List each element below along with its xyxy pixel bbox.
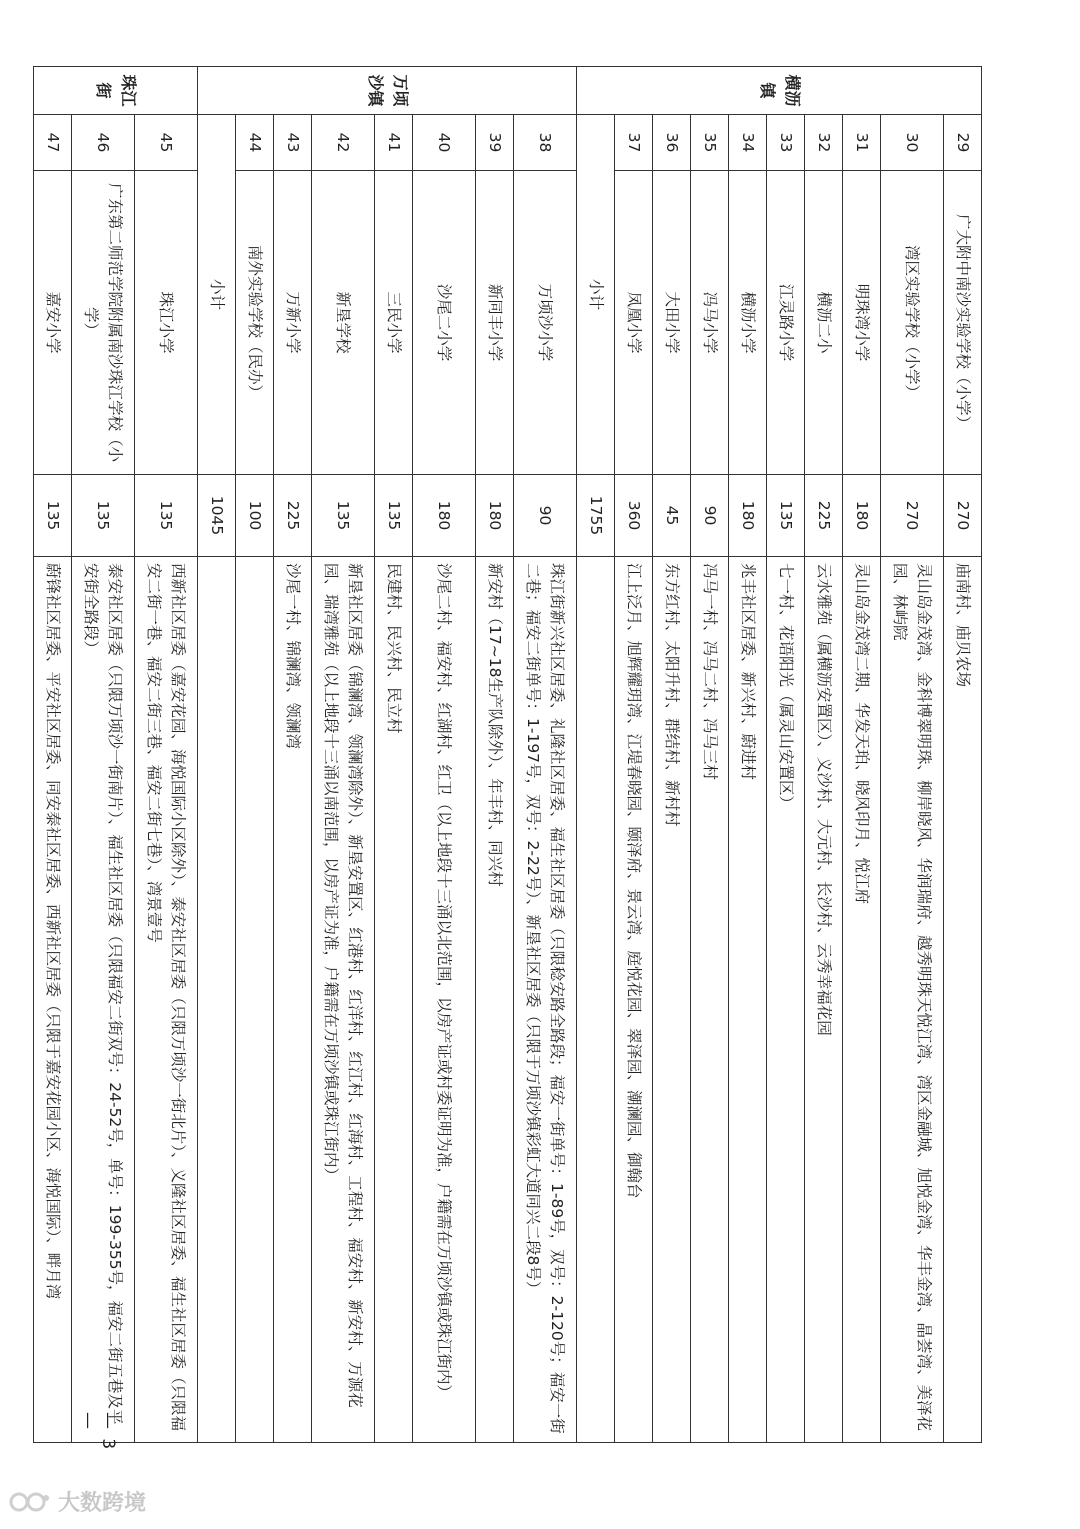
table-row: [615, 67, 653, 1443]
row-number: 29: [944, 115, 982, 171]
table-row: [476, 67, 514, 1443]
catchment-area: 沙尾一村、锦澜湾、领澜湾: [274, 557, 312, 1443]
school-name: 冯马小学: [691, 171, 729, 475]
row-number: 41: [375, 115, 413, 171]
school-name: 大田小学: [653, 171, 691, 475]
quota: 135: [312, 475, 375, 557]
quota: 270: [944, 475, 982, 557]
table-row: [72, 67, 135, 1443]
quota: 90: [514, 475, 577, 557]
row-number: 42: [312, 115, 375, 171]
subtotal-label: 小计: [577, 115, 615, 475]
quota: 180: [729, 475, 767, 557]
catchment-area: 兆丰社区居委、新兴村、蔚进村: [729, 557, 767, 1443]
quota: 270: [881, 475, 944, 557]
table-row: [413, 67, 476, 1443]
page-number: — 3 —: [78, 1412, 118, 1452]
table-row: [881, 67, 944, 1443]
school-name: 珠江小学: [135, 171, 198, 475]
subtotal-area: [577, 557, 615, 1443]
school-name: 万顷沙小学: [514, 171, 577, 475]
subtotal-row: [577, 67, 615, 1443]
table-row: [691, 67, 729, 1443]
school-name: 凤凰小学: [615, 171, 653, 475]
school-name: 广大附中南沙实验学校（小学）: [944, 171, 982, 475]
school-name: 新垦学校: [312, 171, 375, 475]
subtotal-value: 1755: [577, 475, 615, 557]
catchment-area: 东方红村、太阳升村、群结村、新村村: [653, 557, 691, 1443]
school-name: 新同丰小学: [476, 171, 514, 475]
catchment-area: 西新社区居委（嘉安花园、海悦国际小区除外）、泰安社区居委（只限万顷沙一街北片）、义隆社区居委、福生社区居委（只限福安二街一巷、福安二街三巷、福安二街七巷）、湾景壹号: [135, 557, 198, 1443]
row-number: 36: [653, 115, 691, 171]
quota: 360: [615, 475, 653, 557]
subtotal-row: [198, 67, 236, 1443]
district-cell: 横沥镇: [577, 67, 982, 115]
catchment-area: 蔚锋社区居委、平安社区居委、同安泰社区居委、西新社区居委（只限于嘉安花园小区、海悦国际）、畔月湾: [34, 557, 72, 1443]
row-number: 34: [729, 115, 767, 171]
row-number: 37: [615, 115, 653, 171]
school-name: 广东第二师范学院附属南沙珠江学校（小学）: [72, 171, 135, 475]
watermark-logo-icon: [8, 1489, 52, 1515]
row-number: 43: [274, 115, 312, 171]
school-name: 嘉安小学: [34, 171, 72, 475]
table-row: [514, 67, 577, 1443]
table-row: [843, 67, 881, 1443]
catchment-area: 灵山岛金茂湾、金科博翠明珠、柳岸晓风、华润瑞府、越秀明珠天悦江湾、湾区金融城、旭悦金湾、华丰金湾、晶荟湾、美泽花园、林屿院: [881, 557, 944, 1443]
quota: 225: [805, 475, 843, 557]
subtotal-area: [198, 557, 236, 1443]
subtotal-label: 小计: [198, 115, 236, 475]
catchment-area: 七一村、花语阳光（属灵山安置区）: [767, 557, 805, 1443]
school-name: 沙尾二小学: [413, 171, 476, 475]
enrollment-table: [33, 66, 982, 1443]
row-number: 30: [881, 115, 944, 171]
quota: 180: [413, 475, 476, 557]
row-number: 45: [135, 115, 198, 171]
catchment-area: 民建村、民兴村、民立村: [375, 557, 413, 1443]
table-row: [729, 67, 767, 1443]
school-name: 横沥二小: [805, 171, 843, 475]
row-number: 33: [767, 115, 805, 171]
row-number: 38: [514, 115, 577, 171]
catchment-area: [236, 557, 274, 1443]
quota: 135: [767, 475, 805, 557]
quota: 180: [476, 475, 514, 557]
catchment-area: 新垦社区居委（锦澜湾、领澜湾除外）、新垦安置区、红港村、红洋村、红江村、红海村、工程村、福安村、新安村、万源花园、瑞湾雅苑（以上地段十三涌以南范围，以房产证为准，户籍需在万顷沙镇或珠江街内）: [312, 557, 375, 1443]
table-row: [653, 67, 691, 1443]
row-number: 47: [34, 115, 72, 171]
quota: 45: [653, 475, 691, 557]
row-number: 39: [476, 115, 514, 171]
school-name: 南外实验学校（民办）: [236, 171, 274, 475]
table-row: [236, 67, 274, 1443]
table-row: [767, 67, 805, 1443]
quota: 180: [843, 475, 881, 557]
quota: 135: [34, 475, 72, 557]
row-number: 32: [805, 115, 843, 171]
district-cell: 万顷沙镇: [198, 67, 577, 115]
catchment-area: 冯马一村、冯马二村、冯马三村: [691, 557, 729, 1443]
subtotal-value: 1045: [198, 475, 236, 557]
table-row: [312, 67, 375, 1443]
quota: 90: [691, 475, 729, 557]
table-row: [274, 67, 312, 1443]
row-number: 46: [72, 115, 135, 171]
catchment-area: 云水雅苑（属横沥安置区）、义沙村、大元村、长沙村、云秀幸福花园: [805, 557, 843, 1443]
school-name: 三民小学: [375, 171, 413, 475]
school-name: 明珠湾小学: [843, 171, 881, 475]
table-row: [34, 67, 72, 1443]
quota: 135: [375, 475, 413, 557]
catchment-area: 江上泛月、旭辉耀玥湾、江堤春晓园、颐泽府、景云湾、庭悦花园、翠泽园、潮澜园、御翰台: [615, 557, 653, 1443]
quota: 225: [274, 475, 312, 557]
row-number: 35: [691, 115, 729, 171]
row-number: 40: [413, 115, 476, 171]
catchment-area: 沙尾二村、福安村、红湖村、红卫（以上地段十三涌以北范围，以房产证或村委证明为准，户籍需在万顷沙镇或珠江街内）: [413, 557, 476, 1443]
watermark: [8, 1486, 146, 1517]
quota: 135: [135, 475, 198, 557]
quota: 135: [72, 475, 135, 557]
school-name: 江灵路小学: [767, 171, 805, 475]
district-cell: 珠江街: [34, 67, 198, 115]
school-name: 横沥小学: [729, 171, 767, 475]
catchment-area: 新安村（17~18生产队除外）、年丰村、同兴村: [476, 557, 514, 1443]
catchment-area: 灵山岛金茂湾二期、华发天珀、晓风印月、悦江府: [843, 557, 881, 1443]
row-number: 31: [843, 115, 881, 171]
row-number: 44: [236, 115, 274, 171]
catchment-area: 庙南村、庙贝农场: [944, 557, 982, 1443]
catchment-area: 泰安社区居委（只限万顷沙一街南片）、福生社区居委（只限福安二街双号：24-52号，单号：199-355号，福安二街五巷及平安街全路段）: [72, 557, 135, 1443]
table-row: [944, 67, 982, 1443]
watermark-text: 大数跨境: [58, 1491, 147, 1516]
school-name: 湾区实验学校（小学）: [881, 171, 944, 475]
table-row: [375, 67, 413, 1443]
table-row: [805, 67, 843, 1443]
school-name: 万新小学: [274, 171, 312, 475]
catchment-area: 珠江街新兴社区居委、礼隆社区居委、福生社区居委（只限稔安路全路段；福安一街单号：1-89号，双号：2-120号；福安一街二巷；福安二街单号：1-197号，双号：2-22号）、新垦社区居委（只限于万顷沙镇彩虹大道同兴二段8号）: [514, 557, 577, 1443]
quota: 100: [236, 475, 274, 557]
enrollment-table-rotated: [43, 66, 982, 1442]
table-row: [135, 67, 198, 1443]
